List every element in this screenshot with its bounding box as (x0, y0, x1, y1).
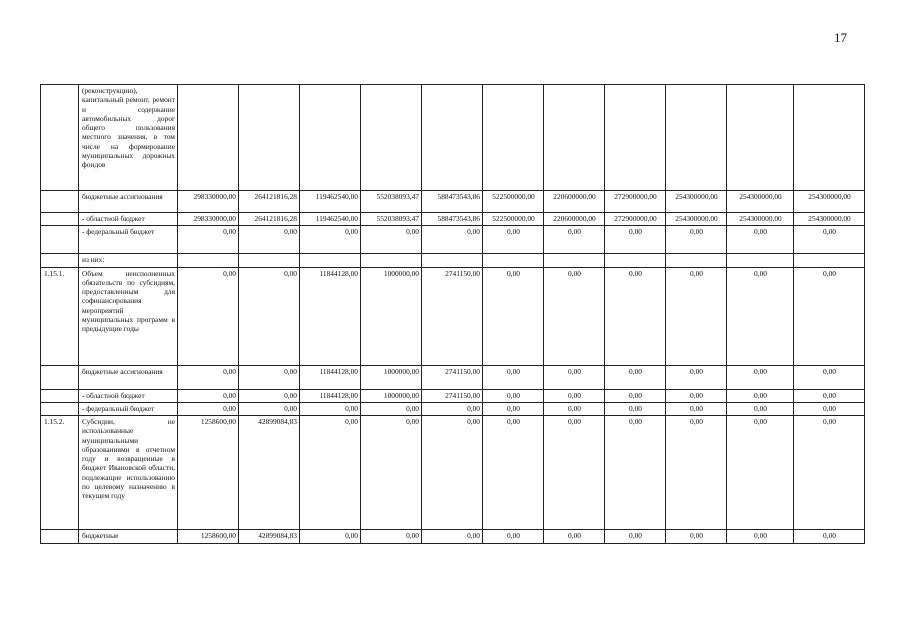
value-cell: 0,00 (422, 226, 483, 254)
value-cell: 0,00 (544, 416, 605, 530)
value-cell: 0,00 (794, 267, 865, 365)
value-cell (605, 85, 666, 191)
table-row (41, 402, 865, 415)
table-row (41, 213, 865, 226)
row-label: Объем неисполненных обязательств по субсидиям, предоставленным для софинансирования мероприятий муниципальных программ в предыдущие годы (79, 267, 178, 365)
row-index (41, 213, 79, 226)
value-cell: 0,00 (178, 389, 239, 402)
value-cell: 588473543,86 (422, 191, 483, 213)
value-cell: 0,00 (544, 530, 605, 544)
row-index (41, 226, 79, 254)
value-cell (422, 85, 483, 191)
value-cell: 220600000,00 (544, 213, 605, 226)
value-cell: 1000000,00 (361, 365, 422, 389)
value-cell: 1258600,00 (178, 416, 239, 530)
value-cell: 0,00 (666, 365, 727, 389)
value-cell (178, 85, 239, 191)
value-cell (794, 85, 865, 191)
value-cell: 42899084,83 (239, 416, 300, 530)
value-cell: 522500000,00 (483, 191, 544, 213)
row-label: из них: (79, 254, 178, 267)
value-cell: 0,00 (239, 389, 300, 402)
value-cell (666, 85, 727, 191)
value-cell (239, 85, 300, 191)
value-cell: 0,00 (794, 226, 865, 254)
value-cell: 0,00 (178, 402, 239, 415)
row-index (41, 365, 79, 389)
value-cell: 0,00 (239, 402, 300, 415)
value-cell: 0,00 (794, 416, 865, 530)
value-cell: 0,00 (605, 416, 666, 530)
value-cell: 0,00 (239, 365, 300, 389)
value-cell: 2741150,00 (422, 365, 483, 389)
value-cell: 0,00 (178, 267, 239, 365)
value-cell: 0,00 (239, 226, 300, 254)
value-cell: 0,00 (483, 389, 544, 402)
value-cell: 0,00 (300, 402, 361, 415)
row-label: бюджетные ассигнования (79, 365, 178, 389)
value-cell: 0,00 (483, 365, 544, 389)
value-cell: 254300000,00 (666, 191, 727, 213)
value-cell: 0,00 (727, 267, 794, 365)
value-cell: 1258600,00 (178, 530, 239, 544)
value-cell: 0,00 (666, 402, 727, 415)
value-cell: 298330000,00 (178, 191, 239, 213)
value-cell: 0,00 (666, 530, 727, 544)
value-cell: 588473543,86 (422, 213, 483, 226)
row-label: Субсидии, не использованные муниципальными образованиями в отчетном году и возвращенные в бюджет Ивановской области, подлежащие использованию по целевому назначению в текущем году (79, 416, 178, 530)
value-cell: 0,00 (300, 530, 361, 544)
value-cell: 552038093,47 (361, 191, 422, 213)
value-cell: 11844128,00 (300, 267, 361, 365)
value-cell: 0,00 (483, 226, 544, 254)
value-cell: 0,00 (605, 530, 666, 544)
row-label: (реконструкцию), капитальный ремонт, ремонт и содержание автомобильных дорог общего пользования местного значения, в том числе на формирование муниципальных дорожных фондов (79, 85, 178, 191)
value-cell: 1000000,00 (361, 267, 422, 365)
value-cell: 0,00 (794, 389, 865, 402)
row-index (41, 389, 79, 402)
row-index (41, 85, 79, 191)
value-cell: 119462540,00 (300, 213, 361, 226)
value-cell: 0,00 (544, 402, 605, 415)
value-cell (483, 254, 544, 267)
row-index (41, 402, 79, 415)
value-cell (361, 254, 422, 267)
value-cell: 0,00 (605, 267, 666, 365)
value-cell: 264121816,28 (239, 191, 300, 213)
table-row (41, 365, 865, 389)
value-cell: 0,00 (605, 389, 666, 402)
value-cell: 0,00 (666, 226, 727, 254)
row-index (41, 191, 79, 213)
value-cell (178, 254, 239, 267)
value-cell: 0,00 (422, 416, 483, 530)
value-cell (300, 254, 361, 267)
table-row (41, 191, 865, 213)
value-cell (361, 85, 422, 191)
value-cell: 0,00 (178, 226, 239, 254)
value-cell: 0,00 (544, 365, 605, 389)
value-cell (727, 85, 794, 191)
value-cell (666, 254, 727, 267)
value-cell: 0,00 (794, 402, 865, 415)
page-number: 17 (834, 30, 847, 45)
value-cell: 254300000,00 (794, 213, 865, 226)
value-cell: 552038093,47 (361, 213, 422, 226)
value-cell: 0,00 (361, 530, 422, 544)
value-cell: 11844128,00 (300, 389, 361, 402)
value-cell (422, 254, 483, 267)
value-cell: 0,00 (422, 402, 483, 415)
row-index (41, 530, 79, 544)
value-cell: 0,00 (422, 530, 483, 544)
row-label: бюджетные (79, 530, 178, 544)
value-cell (239, 254, 300, 267)
table-row (41, 254, 865, 267)
value-cell: 0,00 (727, 389, 794, 402)
value-cell: 522500000,00 (483, 213, 544, 226)
value-cell: 0,00 (361, 402, 422, 415)
value-cell: 2741150,00 (422, 267, 483, 365)
value-cell (727, 254, 794, 267)
value-cell: 0,00 (666, 416, 727, 530)
value-cell: 0,00 (483, 530, 544, 544)
table-row (41, 226, 865, 254)
value-cell: 0,00 (239, 267, 300, 365)
value-cell: 264121816,28 (239, 213, 300, 226)
value-cell: 0,00 (727, 402, 794, 415)
value-cell: 0,00 (544, 267, 605, 365)
value-cell (544, 254, 605, 267)
value-cell: 0,00 (483, 267, 544, 365)
row-index: 1.15.1. (41, 267, 79, 365)
table-row (41, 416, 865, 530)
value-cell: 0,00 (483, 402, 544, 415)
value-cell: 2741150,00 (422, 389, 483, 402)
value-cell: 11844128,00 (300, 365, 361, 389)
value-cell: 272900000,00 (605, 191, 666, 213)
value-cell: 0,00 (605, 226, 666, 254)
row-label: - федеральный бюджет (79, 402, 178, 415)
table-row (41, 530, 865, 544)
value-cell: 0,00 (666, 267, 727, 365)
value-cell: 0,00 (361, 416, 422, 530)
value-cell: 254300000,00 (727, 191, 794, 213)
value-cell: 0,00 (300, 416, 361, 530)
row-index (41, 254, 79, 267)
value-cell: 0,00 (727, 226, 794, 254)
value-cell: 1000000,00 (361, 389, 422, 402)
value-cell: 0,00 (178, 365, 239, 389)
value-cell (794, 254, 865, 267)
value-cell: 272900000,00 (605, 213, 666, 226)
row-label: - областной бюджет (79, 389, 178, 402)
table-row (41, 85, 865, 191)
table-row (41, 267, 865, 365)
value-cell: 0,00 (727, 365, 794, 389)
value-cell: 220600000,00 (544, 191, 605, 213)
value-cell: 42899084,83 (239, 530, 300, 544)
value-cell: 254300000,00 (794, 191, 865, 213)
budget-table (40, 84, 865, 544)
value-cell: 298330000,00 (178, 213, 239, 226)
row-label: - областной бюджет (79, 213, 178, 226)
value-cell (300, 85, 361, 191)
value-cell (605, 254, 666, 267)
value-cell: 254300000,00 (666, 213, 727, 226)
value-cell: 0,00 (544, 389, 605, 402)
value-cell: 254300000,00 (727, 213, 794, 226)
value-cell (544, 85, 605, 191)
value-cell: 0,00 (605, 402, 666, 415)
row-label: - федеральный бюджет (79, 226, 178, 254)
value-cell: 0,00 (483, 416, 544, 530)
value-cell: 0,00 (794, 530, 865, 544)
value-cell: 0,00 (300, 226, 361, 254)
row-label: бюджетные ассигнования (79, 191, 178, 213)
value-cell: 0,00 (544, 226, 605, 254)
value-cell: 0,00 (727, 416, 794, 530)
value-cell: 0,00 (794, 365, 865, 389)
value-cell: 119462540,00 (300, 191, 361, 213)
row-index: 1.15.2. (41, 416, 79, 530)
value-cell: 0,00 (727, 530, 794, 544)
value-cell: 0,00 (605, 365, 666, 389)
value-cell: 0,00 (361, 226, 422, 254)
value-cell: 0,00 (666, 389, 727, 402)
table-row (41, 389, 865, 402)
value-cell (483, 85, 544, 191)
